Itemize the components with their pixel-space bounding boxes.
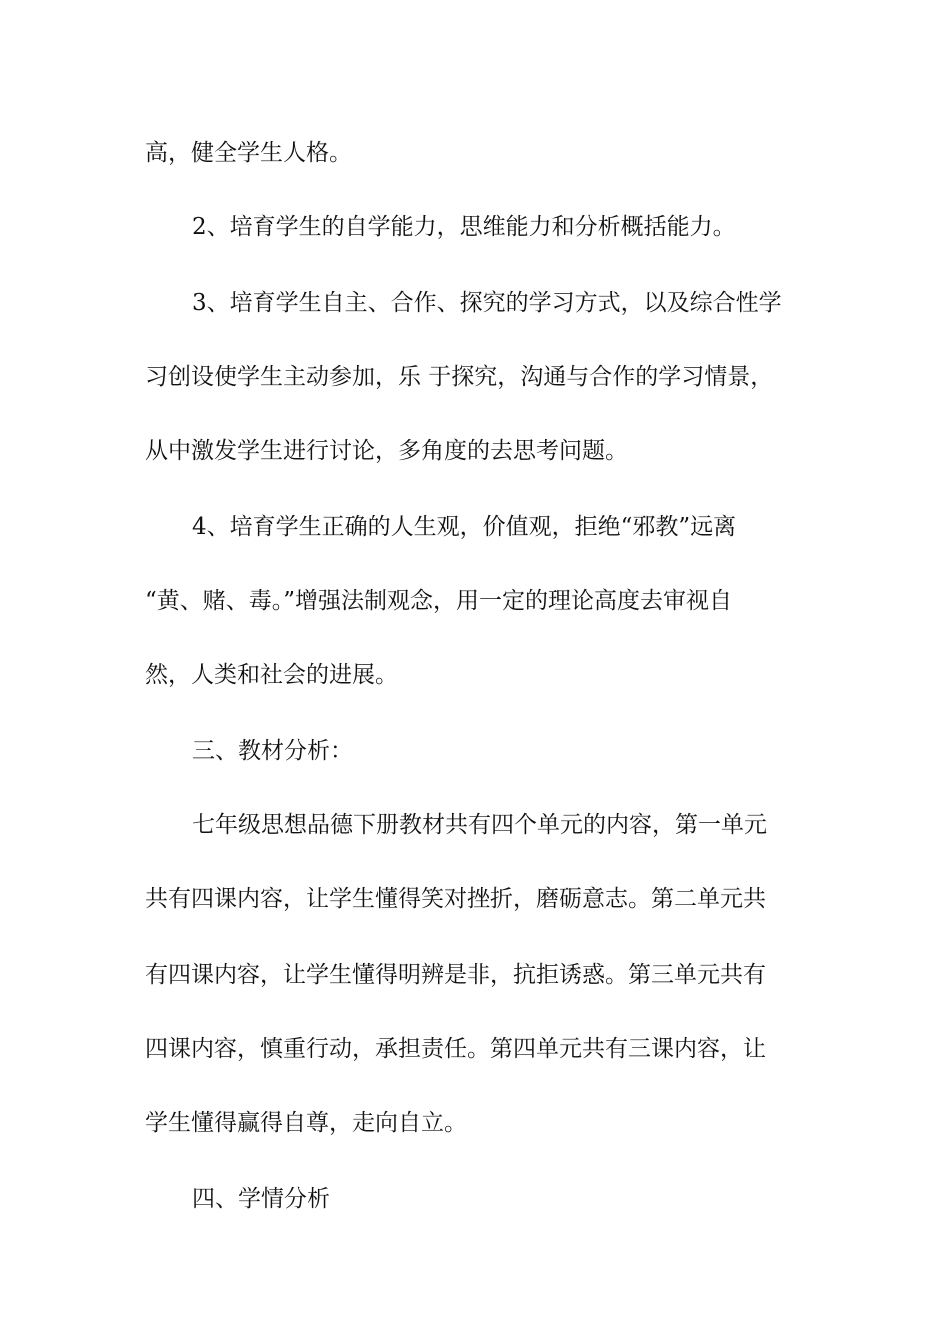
text-line: 四课内容，慎重行动，承担责任。第四单元共有三课内容，让: [145, 1036, 766, 1062]
text-line: 学生懂得赢得自尊，走向自立。: [145, 1110, 467, 1136]
text-line: 七年级思想品德下册教材共有四个单元的内容，第一单元: [192, 812, 767, 838]
text-line: “黄、赌、毒。”增强法制观念，用一定的理论高度去审视自: [145, 588, 733, 614]
text-line: 高，健全学生人格。: [145, 140, 352, 166]
section-heading: 三、教材分析：: [192, 738, 353, 764]
text-line: 然，人类和社会的进展。: [145, 662, 398, 688]
section-heading: 四、学情分析: [192, 1186, 330, 1212]
text-line: 3、培育学生自主、合作、探究的学习方式，以及综合性学: [192, 290, 782, 316]
text-line: 从中激发学生进行讨论，多角度的去思考问题。: [145, 438, 628, 464]
text-line: 共有四课内容，让学生懂得笑对挫折，磨砺意志。第二单元共: [145, 886, 766, 912]
text-line: 有四课内容，让学生懂得明辨是非，抗拒诱惑。第三单元共有: [145, 962, 766, 988]
text-line: 2、培育学生的自学能力，思维能力和分析概括能力。: [192, 214, 736, 240]
text-line: 4、培育学生正确的人生观，价值观，拒绝“邪教”远离: [192, 514, 737, 540]
text-line: 习创设使学生主动参加，乐 于探究，沟通与合作的学习情景，: [145, 364, 774, 390]
